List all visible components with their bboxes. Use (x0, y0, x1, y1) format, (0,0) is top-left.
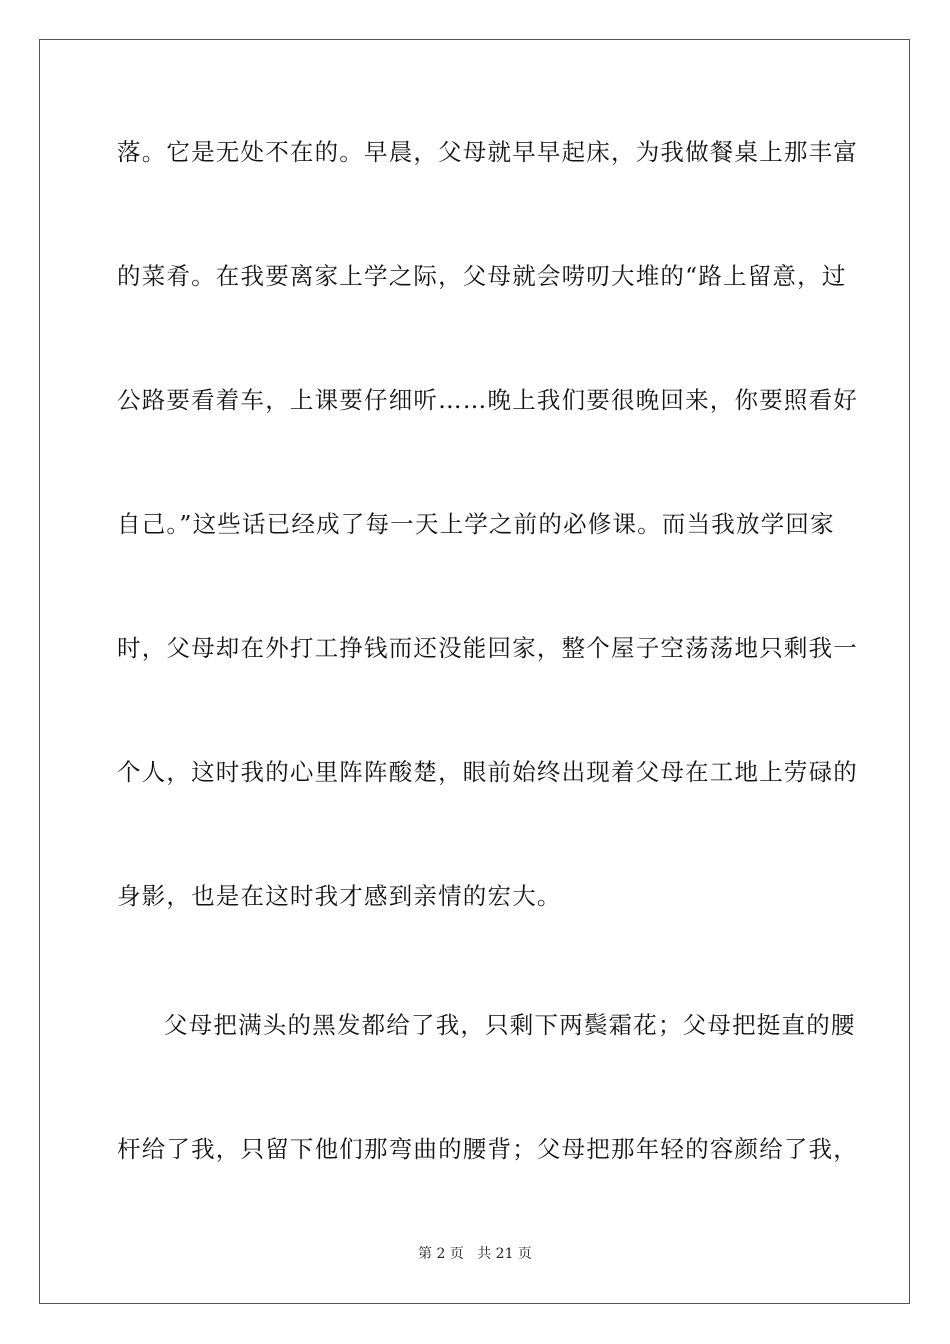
page-border (39, 39, 910, 1304)
paragraph-line-8: 父母把满头的黑发都给了我，只剩下两鬓霜花；父母把挺直的腰 (164, 1011, 856, 1039)
page-total: 共 21 页 (477, 1246, 532, 1262)
paragraph-line-7: 身影，也是在这时我才感到亲情的宏大。 (117, 882, 562, 910)
paragraph-line-1: 落。它是无处不在的。早晨，父母就早早起床，为我做餐桌上那丰富 (117, 138, 858, 166)
paragraph-line-3: 公路要看着车，上课要仔细听……晚上我们要很晚回来，你要照看好 (117, 386, 858, 414)
paragraph-line-5: 时，父母却在外打工挣钱而还没能回家，整个屋子空荡荡地只剩我一 (117, 634, 858, 662)
paragraph-line-4: 自己。”这些话已经成了每一天上学之前的必修课。而当我放学回家 (117, 510, 835, 538)
paragraph-line-9: 杆给了我，只留下他们那弯曲的腰背；父母把那年轻的容颜给了我， (117, 1135, 858, 1163)
page-number: 第 2 页 (418, 1246, 464, 1262)
paragraph-line-2: 的菜肴。在我要离家上学之际，父母就会唠叨大堆的“路上留意，过 (117, 262, 847, 290)
page-footer (0, 1244, 950, 1264)
paragraph-line-6: 个人，这时我的心里阵阵酸楚，眼前始终出现着父母在工地上劳碌的 (117, 758, 858, 786)
